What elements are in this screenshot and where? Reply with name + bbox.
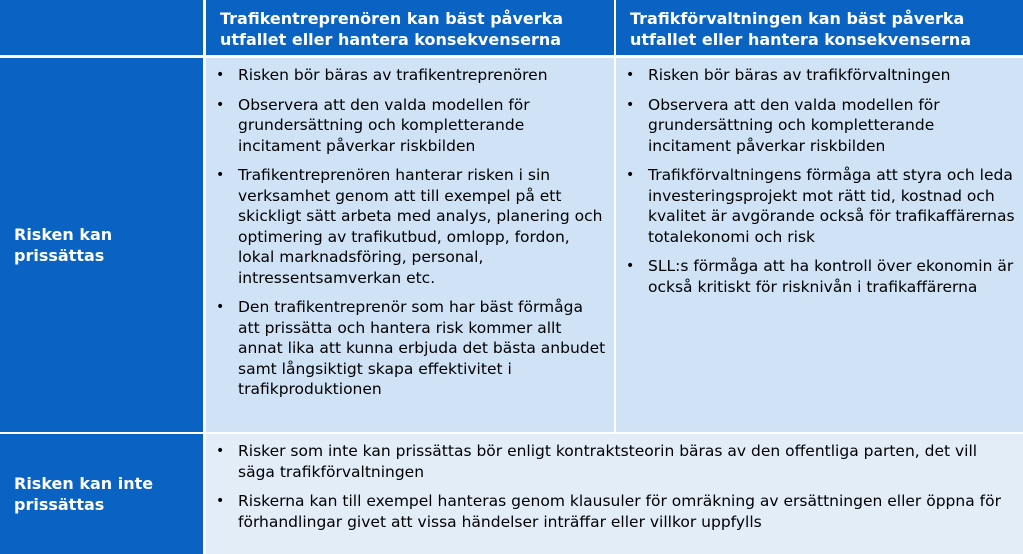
list-item: • Observera att den valda modellen för grundersättning och kompletterande incitament påverkar riskbilden: [616, 95, 1015, 157]
header-col1: [206, 0, 614, 55]
list-item: • Trafikentreprenören hanterar risken i sin verksamhet genom att till exempel på ett skickligt sätt arbeta med analys, planering och optimering av trafikutbud, omlopp, fordon, lokal marknadsföring, personal, intressentsamverkan etc.: [206, 165, 606, 288]
header-col2-text: Trafikförvaltningen kan bäst påverka utfallet eller hantera konsekvenserna: [630, 9, 972, 49]
header-col1-text: Trafikentreprenören kan bäst påverka utfallet eller hantera konsekvenserna: [220, 9, 564, 49]
cell-row1-col2: [616, 58, 1023, 432]
list-item: • SLL:s förmåga att ha kontroll över ekonomin är också kritiskt för risknivån i trafikaffärerna: [616, 256, 1015, 297]
list-item: • Risken bör bäras av trafikentreprenören: [206, 65, 606, 86]
list-item: • Observera att den valda modellen för grundersättning och kompletterande incitament påverkar riskbilden: [206, 95, 606, 157]
cell-row2-merged: [206, 434, 1023, 554]
list-item: • Risken bör bäras av trafikförvaltningen: [616, 65, 1015, 86]
list-item: • Trafikförvaltningens förmåga att styra och leda investeringsprojekt mot rätt tid, kostnad och kvalitet är avgörande också för trafikaffärernas totalekonomi och risk: [616, 165, 1015, 247]
row-label-prissattas: [0, 58, 203, 432]
row-label-text: Risken kan prissättas: [14, 225, 113, 265]
list-item: • Den trafikentreprenör som har bäst förmåga att prissätta och hantera risk kommer allt annat lika att kunna erbjuda det bästa anbudet samt långsiktigt skapa effektivitet i trafikproduktionen: [206, 297, 606, 400]
cell-row1-col1: [206, 58, 614, 432]
list-item: • Riskerna kan till exempel hanteras genom klausuler för omräkning av ersättningen eller öppna för förhandlingar givet att vissa händelser inträffar eller villkor uppfylls: [206, 491, 1015, 532]
header-corner-cell: [0, 0, 203, 55]
row-label-text: Risken kan inte prissättas: [14, 474, 154, 514]
row-label-inte-prissattas: [0, 434, 203, 554]
list-item: • Risker som inte kan prissättas bör enligt kontraktsteorin bäras av den offentliga parten, det vill säga trafikförvaltningen: [206, 441, 1015, 482]
header-col2: [616, 0, 1023, 55]
bullet-list: [616, 65, 1015, 297]
bullet-list: [206, 441, 1015, 532]
bullet-list: [206, 65, 606, 400]
